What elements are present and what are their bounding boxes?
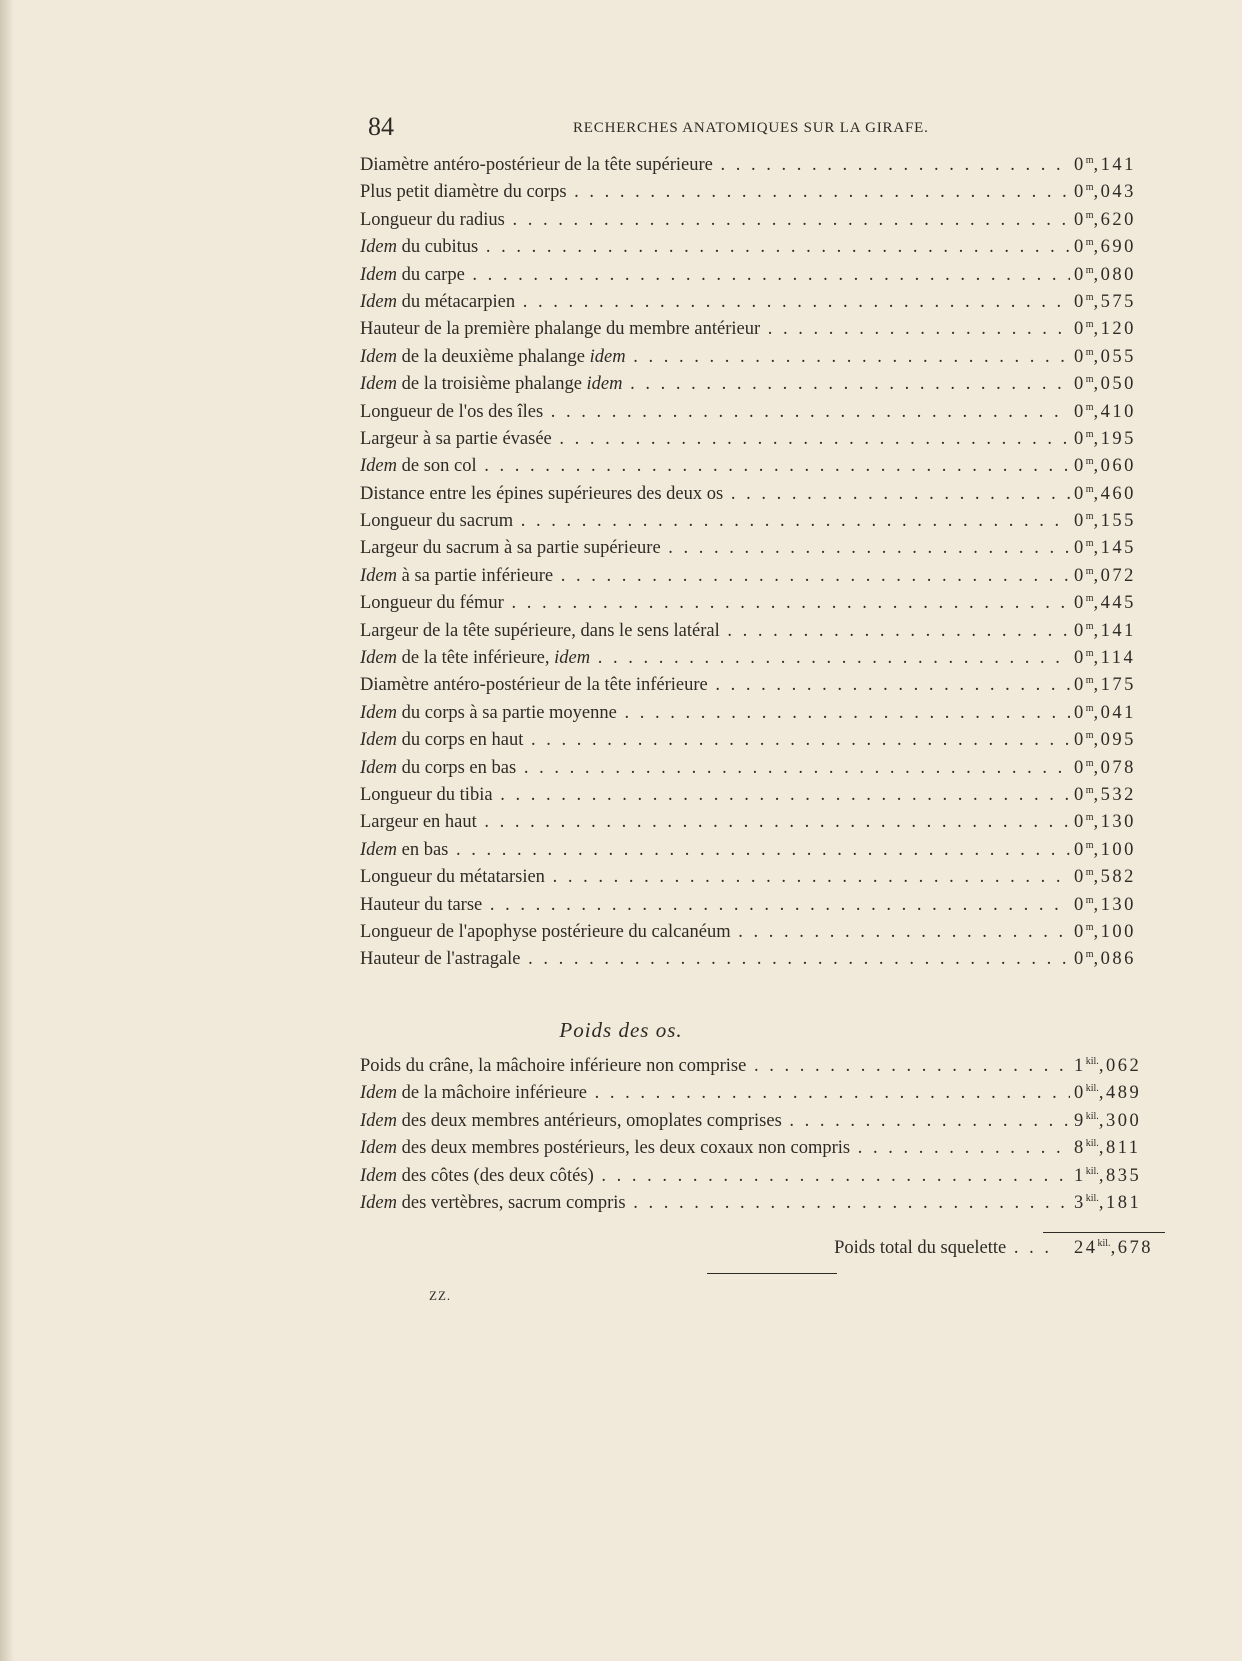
row-value-integer: 0: [1074, 292, 1086, 313]
table-row: [360, 347, 1170, 374]
row-value-decimal: ,060: [1093, 456, 1136, 477]
row-value: [1074, 730, 1170, 751]
row-value-decimal: ,141: [1093, 620, 1136, 641]
row-label-idem: Idem: [360, 1192, 397, 1213]
row-label-text: de son col: [396, 456, 477, 477]
row-value-decimal: ,041: [1093, 702, 1136, 723]
row-value-decimal: ,145: [1093, 538, 1136, 559]
row-value: [1074, 895, 1170, 916]
row-value-decimal: ,575: [1093, 292, 1136, 313]
row-value-decimal: ,114: [1093, 648, 1136, 669]
row-label: [360, 949, 1070, 970]
table-row: [360, 237, 1170, 264]
row-label-text: Poids du crâne, la mâchoire inférieure non comprise: [360, 1056, 747, 1076]
row-value-decimal: ,811: [1098, 1138, 1141, 1159]
row-label-idem: Idem: [360, 839, 397, 860]
table-row: [360, 1083, 1170, 1110]
row-value: [1074, 347, 1170, 368]
row-label-text: des côtes (des deux côtés): [396, 1165, 594, 1186]
row-label: [360, 675, 1070, 696]
row-value-integer: 0: [1074, 483, 1086, 504]
row-label-idem: idem: [589, 346, 626, 367]
row-label: [360, 484, 1070, 505]
row-label-text: Distance entre les épines supérieures des deux os: [360, 483, 724, 504]
row-label-idem: Idem: [360, 346, 397, 367]
row-value-integer: 1: [1074, 1165, 1086, 1186]
row-value-decimal: ,181: [1098, 1193, 1142, 1214]
row-value: [1074, 1193, 1170, 1214]
table-row: [360, 456, 1170, 483]
table-row: [360, 895, 1170, 922]
row-value-decimal: ,155: [1093, 511, 1136, 532]
row-value-integer: 0: [1074, 511, 1086, 532]
row-value-decimal: ,062: [1098, 1056, 1142, 1077]
row-label: [360, 1193, 1070, 1214]
row-value-unit: m: [1085, 648, 1094, 660]
row-value: [1074, 456, 1170, 477]
row-value: [1074, 703, 1170, 724]
row-label-idem: Idem: [360, 1110, 397, 1131]
table-row: [360, 840, 1170, 867]
row-value-unit: m: [1085, 428, 1094, 440]
row-label-idem: Idem: [360, 291, 397, 312]
row-label: [360, 758, 1070, 779]
row-value-integer: 0: [1074, 374, 1086, 395]
row-value-unit: m: [1085, 757, 1094, 769]
table-row: [360, 812, 1170, 839]
row-label: [360, 895, 1070, 916]
row-value: [1074, 402, 1170, 423]
row-value-integer: 0: [1074, 237, 1086, 258]
row-value-decimal: ,582: [1093, 867, 1136, 888]
row-label: [360, 511, 1070, 532]
row-value-integer: 0: [1074, 264, 1086, 285]
row-value-decimal: ,489: [1098, 1083, 1142, 1104]
row-value-unit: kil.: [1085, 1110, 1099, 1122]
table-row: [360, 319, 1170, 346]
row-label-text: Plus petit diamètre du corps: [360, 182, 567, 203]
row-label-text: Diamètre antéro-postérieur de la tête inférieure: [360, 675, 708, 696]
row-label: [360, 237, 1070, 258]
row-label: [360, 785, 1070, 806]
row-label-text: Diamètre antéro-postérieur de la tête supérieure: [360, 155, 713, 175]
row-value-unit: m: [1085, 620, 1094, 632]
row-value-integer: 0: [1074, 1083, 1086, 1104]
row-value-decimal: ,445: [1093, 593, 1136, 614]
total-row: [360, 1238, 1170, 1266]
row-value-integer: 0: [1074, 730, 1086, 751]
total-label: Poids total du squelette . . .: [834, 1238, 1052, 1259]
row-label-text: du corps en haut: [396, 730, 524, 751]
row-value-decimal: ,195: [1093, 429, 1136, 450]
row-value-unit: m: [1085, 237, 1094, 249]
total-rule: [1043, 1232, 1165, 1233]
row-label: [360, 730, 1070, 751]
row-value: [1074, 374, 1170, 395]
row-value-decimal: ,050: [1093, 374, 1136, 395]
row-value-integer: 0: [1074, 401, 1086, 422]
row-value-unit: kil.: [1085, 1056, 1099, 1067]
row-value: [1074, 182, 1170, 203]
row-value-integer: 3: [1074, 1193, 1086, 1214]
row-value-unit: m: [1085, 730, 1094, 742]
table-row: [360, 758, 1170, 785]
row-label: [360, 456, 1070, 477]
row-value-unit: m: [1085, 346, 1094, 358]
row-label: [360, 703, 1070, 724]
row-label: [360, 566, 1070, 587]
row-value-unit: kil.: [1085, 1083, 1099, 1095]
row-value-integer: 0: [1074, 346, 1086, 367]
row-label-idem: Idem: [360, 730, 397, 751]
row-label: [360, 265, 1070, 286]
row-value: [1074, 675, 1170, 696]
row-label-text: Longueur du tibia: [360, 784, 493, 805]
table-row: [360, 155, 1170, 182]
row-label-text: Hauteur de l'astragale: [360, 949, 521, 970]
row-label: [360, 538, 1070, 559]
table-row: [360, 566, 1170, 593]
row-value: [1074, 758, 1170, 779]
row-label-text: Largeur en haut: [360, 812, 477, 833]
table-row: [360, 703, 1170, 730]
row-label-text: Largeur du sacrum à sa partie supérieure: [360, 538, 661, 559]
row-value: [1074, 1056, 1170, 1077]
row-label-text: des vertèbres, sacrum compris: [396, 1192, 626, 1213]
row-label-text: en bas: [396, 839, 449, 860]
row-value-unit: kil.: [1085, 1165, 1099, 1177]
row-value-integer: 0: [1074, 182, 1086, 203]
row-value-unit: m: [1085, 538, 1094, 550]
row-value-unit: m: [1085, 319, 1094, 331]
signature: ZZ.: [429, 1288, 452, 1303]
weights-list: [360, 1056, 1170, 1220]
table-row: [360, 648, 1170, 675]
row-value-decimal: ,055: [1093, 346, 1136, 367]
row-label: [360, 1111, 1070, 1132]
row-value-integer: 0: [1074, 894, 1086, 915]
row-label: [360, 155, 1070, 176]
row-value-integer: 9: [1074, 1110, 1086, 1131]
row-value: [1074, 593, 1170, 614]
table-row: [360, 402, 1170, 429]
row-value-decimal: ,175: [1093, 675, 1136, 696]
row-label-text: du carpe: [396, 264, 465, 285]
row-label-text: Longueur du fémur: [360, 593, 504, 614]
row-value-decimal: ,100: [1093, 839, 1136, 860]
row-label-text: du cubitus: [396, 237, 479, 258]
row-label-idem: idem: [554, 648, 591, 669]
row-value-decimal: ,835: [1098, 1165, 1142, 1186]
row-value-integer: 8: [1074, 1138, 1086, 1159]
row-label-idem: Idem: [360, 237, 397, 258]
row-label-text: Hauteur du tarse: [360, 894, 483, 915]
row-label-text: de la mâchoire inférieure: [396, 1083, 588, 1104]
row-label-idem: Idem: [360, 702, 397, 723]
row-value-unit: m: [1085, 565, 1094, 577]
row-value: [1074, 237, 1170, 258]
table-row: [360, 593, 1170, 620]
row-value-integer: 0: [1074, 812, 1086, 833]
row-value-unit: m: [1085, 209, 1094, 221]
row-label: [360, 1138, 1070, 1159]
row-value-integer: 0: [1074, 593, 1086, 614]
row-label: [360, 429, 1070, 450]
row-label: [360, 648, 1070, 669]
row-label-text: des deux membres postérieurs, les deux coxaux non compris: [396, 1138, 851, 1159]
row-value-decimal: ,130: [1093, 894, 1136, 915]
row-label-text: des deux membres antérieurs, omoplates comprises: [396, 1110, 782, 1131]
row-label: [360, 1166, 1070, 1187]
table-row: [360, 484, 1170, 511]
row-value-unit: m: [1085, 784, 1094, 796]
row-value-decimal: ,410: [1093, 401, 1136, 422]
table-row: [360, 922, 1170, 949]
row-value-unit: kil.: [1085, 1192, 1099, 1204]
row-value-decimal: ,080: [1093, 264, 1136, 285]
row-label: [360, 319, 1070, 340]
row-value: [1074, 484, 1170, 505]
row-value: [1074, 648, 1170, 669]
row-label: [360, 374, 1070, 395]
row-value-integer: 0: [1074, 155, 1086, 176]
table-row: [360, 867, 1170, 894]
row-label-idem: Idem: [360, 264, 397, 285]
row-label: [360, 593, 1070, 614]
total-value: [1074, 1238, 1170, 1259]
row-label-idem: Idem: [360, 565, 397, 586]
row-label: [360, 621, 1070, 642]
row-value-unit: m: [1085, 949, 1094, 961]
running-title: RECHERCHES ANATOMIQUES SUR LA GIRAFE.: [573, 120, 929, 136]
row-value-integer: 0: [1074, 675, 1086, 696]
row-value-decimal: ,460: [1093, 483, 1136, 504]
row-label-text: du corps à sa partie moyenne: [396, 702, 617, 723]
table-row: [360, 730, 1170, 757]
row-value-integer: 0: [1074, 456, 1086, 477]
table-row: [360, 265, 1170, 292]
row-value: [1074, 429, 1170, 450]
row-label-text: de la troisième phalange: [396, 374, 587, 395]
row-label: [360, 812, 1070, 833]
row-label-text: Longueur du métatarsien: [360, 867, 545, 888]
row-value: [1074, 319, 1170, 340]
row-value: [1074, 265, 1170, 286]
row-label: [360, 210, 1070, 231]
row-label: [360, 292, 1070, 313]
row-value-unit: m: [1085, 155, 1094, 166]
row-value-decimal: ,078: [1093, 757, 1136, 778]
row-label-idem: Idem: [360, 1138, 397, 1159]
row-label-text: du corps en bas: [396, 757, 517, 778]
row-label: [360, 182, 1070, 203]
row-label: [360, 867, 1070, 888]
row-label-text: Longueur de l'apophyse postérieure du calcanéum: [360, 921, 731, 942]
row-value: [1074, 210, 1170, 231]
row-label-text: Longueur de l'os des îles: [360, 401, 544, 422]
row-value-decimal: ,072: [1093, 566, 1136, 587]
row-value-decimal: ,141: [1093, 155, 1136, 176]
row-value-unit: m: [1085, 675, 1094, 687]
row-value-decimal: ,532: [1093, 785, 1136, 806]
row-value-decimal: ,620: [1093, 209, 1136, 230]
measurement-list: [360, 155, 1170, 977]
row-value-unit: m: [1085, 483, 1094, 495]
row-label-idem: idem: [586, 374, 623, 395]
row-value-integer: 0: [1074, 785, 1086, 806]
row-value-unit: m: [1085, 456, 1094, 468]
row-value-unit: m: [1085, 401, 1094, 413]
row-value-integer: 0: [1074, 702, 1086, 723]
table-row: [360, 1111, 1170, 1138]
table-row: [360, 1056, 1170, 1083]
table-row: [360, 538, 1170, 565]
row-value-decimal: ,690: [1093, 237, 1136, 258]
row-value: [1074, 1083, 1170, 1104]
row-value-integer: 0: [1074, 949, 1086, 970]
table-row: [360, 949, 1170, 976]
row-label-idem: Idem: [360, 757, 397, 778]
row-label: [360, 402, 1070, 423]
row-label: [360, 347, 1070, 368]
row-value-decimal: ,130: [1093, 812, 1136, 833]
row-label-text: de la tête inférieure,: [396, 648, 555, 669]
row-label-text: Hauteur de la première phalange du membre antérieur: [360, 319, 761, 340]
row-value: [1074, 922, 1170, 943]
row-label-text: Longueur du radius: [360, 209, 505, 230]
row-label: [360, 922, 1070, 943]
row-value-decimal: ,100: [1093, 922, 1136, 943]
section-title: Poids des os.: [559, 1018, 683, 1042]
table-row: [360, 511, 1170, 538]
row-value-integer: 1: [1074, 1056, 1086, 1077]
page-gutter-shadow: [0, 0, 14, 1661]
row-label-text: de la deuxième phalange: [396, 346, 590, 367]
row-value-unit: m: [1085, 702, 1094, 714]
row-label-idem: Idem: [360, 374, 397, 395]
row-value: [1074, 867, 1170, 888]
row-value-unit: m: [1085, 291, 1094, 303]
row-value: [1074, 538, 1170, 559]
row-value-unit: m: [1085, 511, 1094, 523]
row-value-integer: 0: [1074, 620, 1086, 641]
row-value-unit: kil.: [1085, 1138, 1099, 1150]
row-value: [1074, 785, 1170, 806]
row-value-integer: 0: [1074, 209, 1086, 230]
row-value-unit: m: [1085, 812, 1094, 824]
row-value-integer: 0: [1074, 839, 1086, 860]
row-value-unit: m: [1085, 182, 1094, 194]
table-row: [360, 785, 1170, 812]
total-value-decimal: ,678: [1110, 1238, 1153, 1259]
row-label-text: Largeur à sa partie évasée: [360, 428, 552, 449]
table-row: [360, 210, 1170, 237]
row-value-decimal: ,043: [1093, 182, 1136, 203]
row-value-unit: m: [1085, 894, 1094, 906]
row-label-text: du métacarpien: [396, 291, 516, 312]
row-value-integer: 0: [1074, 538, 1086, 559]
row-label-idem: Idem: [360, 648, 397, 669]
row-value-integer: 0: [1074, 429, 1086, 450]
table-row: [360, 1166, 1170, 1193]
row-value-decimal: ,300: [1098, 1110, 1142, 1131]
row-value-unit: m: [1085, 867, 1094, 879]
row-label: [360, 1056, 1070, 1077]
row-value-unit: m: [1085, 839, 1094, 851]
row-label-text: Longueur du sacrum: [360, 511, 514, 532]
row-value-decimal: ,120: [1093, 319, 1136, 340]
row-value-decimal: ,086: [1093, 949, 1136, 970]
table-row: [360, 182, 1170, 209]
row-value: [1074, 840, 1170, 861]
row-label-idem: Idem: [360, 456, 397, 477]
page-number: 84: [368, 112, 394, 141]
row-value-integer: 0: [1074, 319, 1086, 340]
row-value: [1074, 511, 1170, 532]
row-label-idem: Idem: [360, 1165, 397, 1186]
row-value: [1074, 812, 1170, 833]
end-rule: [707, 1273, 837, 1274]
table-row: [360, 292, 1170, 319]
row-label: [360, 1083, 1070, 1104]
table-row: [360, 1138, 1170, 1165]
row-value: [1074, 949, 1170, 970]
row-value: [1074, 292, 1170, 313]
row-value-unit: m: [1085, 374, 1094, 386]
page-header: [368, 112, 978, 142]
table-row: [360, 374, 1170, 401]
row-value-integer: 0: [1074, 922, 1086, 943]
row-label: [360, 840, 1070, 861]
row-value: [1074, 621, 1170, 642]
row-value-integer: 0: [1074, 566, 1086, 587]
row-value: [1074, 1166, 1170, 1187]
row-label-text: à sa partie inférieure: [396, 565, 554, 586]
row-label-text: Largeur de la tête supérieure, dans le sens latéral: [360, 620, 720, 641]
row-value: [1074, 1111, 1170, 1132]
row-value-integer: 0: [1074, 757, 1086, 778]
row-value-unit: m: [1085, 593, 1094, 605]
row-value-integer: 0: [1074, 648, 1086, 669]
row-value-integer: 0: [1074, 867, 1086, 888]
total-value-integer: 24: [1074, 1238, 1098, 1259]
row-value: [1074, 566, 1170, 587]
row-label-idem: Idem: [360, 1083, 397, 1104]
row-value: [1074, 1138, 1170, 1159]
row-value-decimal: ,095: [1093, 730, 1136, 751]
row-value-unit: m: [1085, 921, 1094, 933]
row-value-unit: m: [1085, 264, 1094, 276]
total-value-unit: kil.: [1097, 1238, 1111, 1249]
table-row: [360, 1193, 1170, 1220]
table-row: [360, 621, 1170, 648]
row-value: [1074, 155, 1170, 176]
table-row: [360, 675, 1170, 702]
table-row: [360, 429, 1170, 456]
